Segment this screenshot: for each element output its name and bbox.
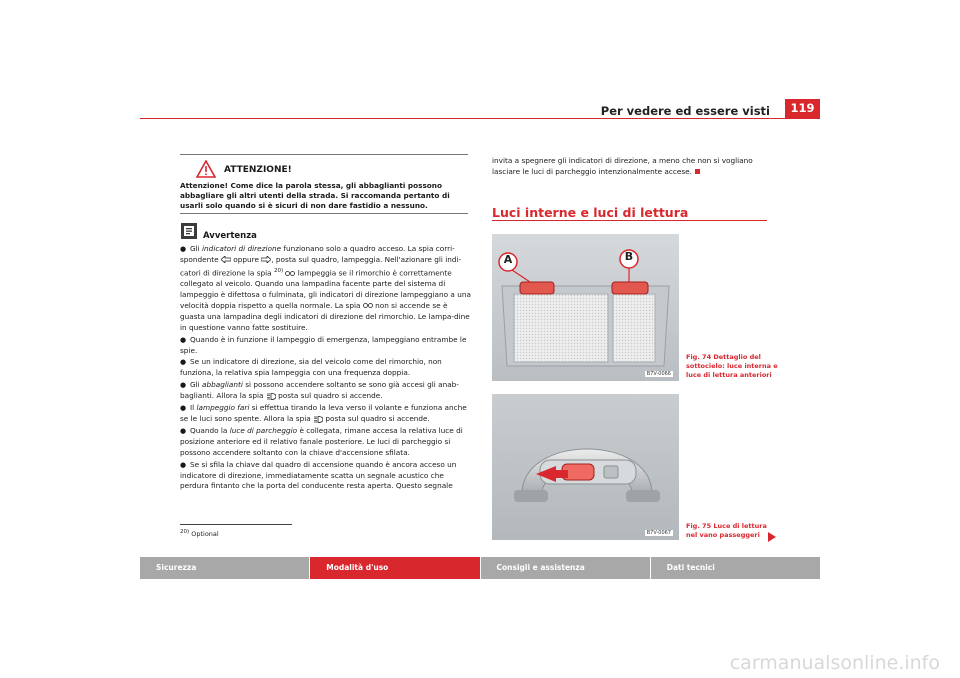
figure-74-caption: Fig. 74 Dettaglio del sottocielo: luce interna e luce di lettura anteriori: [686, 353, 778, 379]
watermark: carmanualsonline.info: [729, 652, 940, 674]
bullet-parking: ● Quando la luce di parcheggio è collegata, rimane accesa la relativa luce di posizione anteriore ed il relativo fanale posteriore. Le luci di parcheggio si possono accendere soltanto con la chiave d'accensione sfilata.: [180, 425, 463, 457]
figure-75: [492, 394, 679, 540]
reading-light-illustration: [492, 394, 679, 540]
note-icon: [180, 222, 198, 240]
bullet-key-warning: ● Se si sfila la chiave dal quadro di accensione quando è ancora acceso un indicatore di direzione, immediatamente scatta un segnale acustico che perdura fintanto che la porta del conducente resta aperta. Questo segnale: [180, 459, 457, 491]
bullet-turn-signals: ● Gli indicatori di direzione funzionano solo a quadro acceso. La spia corri-spondente oppure , posta sul quadro, lampeggia. Nell'azionare gli indi-catori di direzione la spia $^{20)}$ lampeggia se il rimorchio è correttamente collegato al veicolo. Quando una lampadina facente parte del sistema di lampeggio è difettosa o fulminata, gli indicatori di direzione lampeggiano a una velocità doppia rispetto a quella normale. La spia non si accende se è guasta una lampadina degli indicatori di direzione del rimorchio. Le lampa-dine in questione vanno fatte sostituire.: [180, 244, 471, 332]
label-a: A: [503, 253, 513, 266]
turn-left-icon: [221, 256, 231, 263]
footer-tab-bar: [140, 557, 820, 579]
continue-arrow-icon: [768, 532, 776, 542]
figure-code: B7V-0066: [646, 371, 671, 377]
roof-console-illustration: [492, 234, 679, 381]
high-beam-icon: [266, 393, 276, 400]
trailer-indicator-icon: [285, 270, 295, 277]
warning-triangle-icon: [196, 160, 216, 178]
note-title: Avvertenza: [203, 231, 257, 241]
warning-title: ATTENZIONE!: [224, 165, 292, 175]
end-marker-icon: [695, 169, 700, 174]
bullet-high-beam: ● Gli abbaglianti si possono accendere soltanto se sono già accesi gli anab-baglianti. Allora la spia posta sul quadro si accende.: [180, 380, 459, 401]
label-b: B: [624, 250, 634, 263]
header-rule: [140, 118, 820, 119]
turn-right-icon: [261, 256, 271, 263]
tab-dati-tecnici[interactable]: Dati tecnici: [650, 557, 820, 579]
section-title: Luci interne e luci di lettura: [492, 205, 689, 220]
page-header-title: Per vedere ed essere visti: [600, 104, 770, 118]
bullet-hazard: ● Quando è in funzione il lampeggio di emergenza, lampeggiano entrambe le spie.: [180, 334, 467, 355]
tab-consigli-assistenza[interactable]: Consigli e assistenza: [480, 557, 650, 579]
figure-code: B7V-0067: [646, 530, 671, 536]
figure-75-caption: Fig. 75 Luce di lettura nel vano passeggeri: [686, 522, 767, 539]
trailer-indicator-icon: [363, 302, 373, 309]
section-rule: [492, 220, 767, 221]
high-beam-icon: [313, 416, 323, 423]
footnote: $^{20)}$ Optional: [180, 529, 219, 539]
right-intro-text: invita a spegnere gli indicatori di direzione, a meno che non si vogliano lasciare le luci di parcheggio intenzionalmente accese.: [492, 156, 753, 176]
warning-text: Attenzione! Come dice la parola stessa, gli abbaglianti possono abbagliare gli altri utenti della strada. Si raccomanda pertanto di usarli solo quando si è sicuri di non dare fastidio a nessuno.: [180, 181, 450, 211]
bullet-fault: ● Se un indicatore di direzione, sia del veicolo come del rimorchio, non funziona, la relativa spia lampeggia con una frequenza doppia.: [180, 357, 442, 378]
page-number: 119: [785, 99, 820, 118]
note-body: [180, 244, 472, 493]
tab-modalita-uso[interactable]: Modalità d'uso: [309, 557, 479, 579]
figure-74: [492, 234, 679, 381]
bullet-flash: ● Il lampeggio fari si effettua tirando la leva verso il volante e funziona anche se le luci sono spente. Allora la spia posta sul quadro si accende.: [180, 403, 467, 424]
footnote-rule: [180, 524, 292, 525]
tab-sicurezza[interactable]: Sicurezza: [140, 557, 309, 579]
